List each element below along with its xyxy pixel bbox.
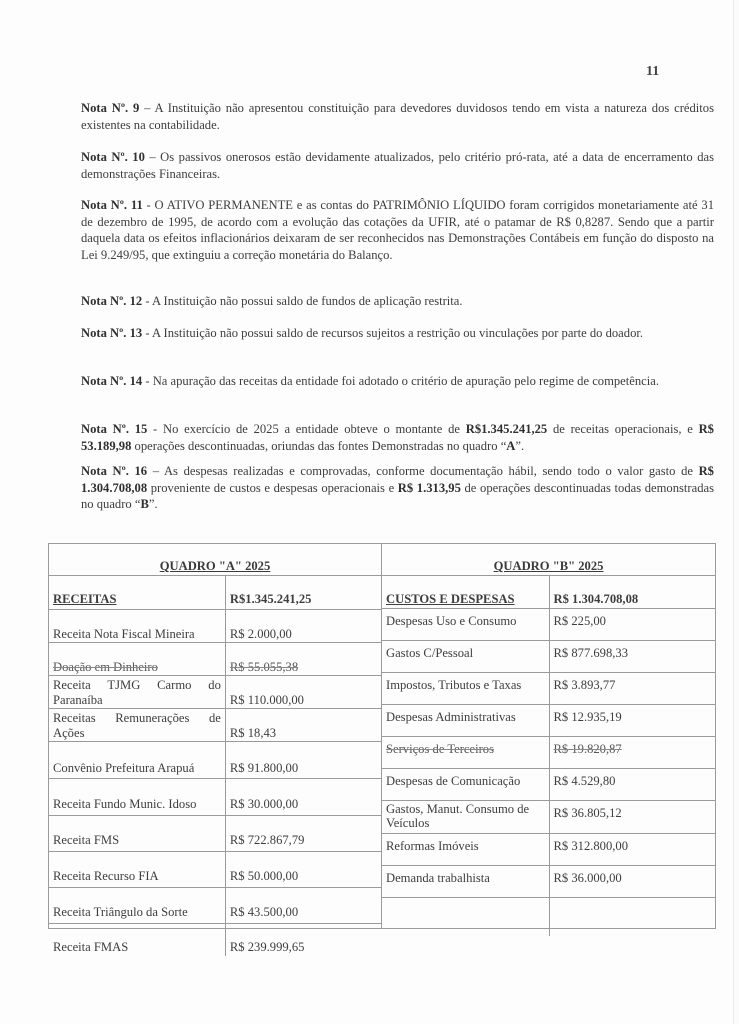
quadro-b-table: [382, 544, 715, 936]
table-row: [382, 609, 715, 641]
table-row: [382, 866, 715, 898]
receitas-total: R$1.345.241,25: [225, 576, 381, 610]
table-row: [49, 779, 381, 816]
note-10: Nota Nº. 10 – Os passivos onerosos estão devidamente atualizados, pelo critério pró-rata, até a data de encerramento das demonstrações Financeiras.: [81, 150, 714, 181]
row-value: R$ 18,43: [225, 709, 381, 742]
row-value: R$ 36.000,00: [549, 866, 715, 898]
note-label: Nota Nº. 16: [81, 464, 148, 478]
row-label: Convênio Prefeitura Arapuá: [49, 742, 225, 779]
row-label: Serviços de Terceiros: [382, 737, 549, 769]
table-row: [49, 924, 381, 957]
row-label: Receita Fundo Munic. Idoso: [49, 779, 225, 816]
note-label: Nota Nº. 13: [81, 326, 143, 340]
table-row-empty: [382, 898, 715, 937]
note-14: Nota Nº. 14 - Na apuração das receitas da entidade foi adotado o critério de apuração pelo regime de competência.: [81, 374, 659, 388]
table-header-row: [49, 576, 381, 610]
receitas-header: RECEITAS: [49, 576, 225, 610]
row-value: R$ 19.820,87: [549, 737, 715, 769]
note-16: Nota Nº. 16 – As despesas realizadas e comprovadas, conforme documentação hábil, sendo todo o valor gasto de R$ 1.304.708,08 proveniente de custos e despesas operacionais e R$ 1.313,95 de operações descontinuadas todas demonstradas no quadro “B”.: [81, 464, 714, 511]
row-label: Despesas Uso e Consumo: [382, 609, 549, 641]
row-label: Reformas Imóveis: [382, 834, 549, 866]
quadro-a-table: [49, 544, 381, 956]
note-9: Nota Nº. 9 – A Instituição não apresentou constituição para devedores duvidosos tendo em vista a natureza dos créditos existentes na contabilidade.: [81, 101, 714, 132]
row-label: Despesas de Comunicação: [382, 769, 549, 801]
quadro-b-title: QUADRO "B" 2025: [382, 544, 715, 576]
note-text: A Instituição não possui saldo de recursos sujeitos a restrição ou vinculações por parte do doador.: [151, 326, 644, 340]
row-label: Receita Triângulo da Sorte: [49, 888, 225, 924]
row-label: Doação em Dinheiro: [49, 643, 225, 676]
row-label: Demanda trabalhista: [382, 866, 549, 898]
row-label: Gastos C/Pessoal: [382, 641, 549, 673]
row-value: R$ 877.698,33: [549, 641, 715, 673]
note-12: Nota Nº. 12 - A Instituição não possui saldo de fundos de aplicação restrita.: [81, 294, 463, 308]
note-11: Nota Nº. 11 - O ATIVO PERMANENTE e as contas do PATRIMÔNIO LÍQUIDO foram corrigidos monetariamente até 31 de dezembro de 1995, de acordo com a evolução das cotações da UFIR, até o patamar de R$ 0,8287. Sendo que a partir daquela data os efeitos inflacionários deixaram de ser reconhecidos nas Demonstrações Contábeis em função do disposto na Lei 9.249/95, que extinguiu a correção monetária do Balanço.: [81, 198, 714, 262]
table-header-row: [382, 576, 715, 609]
table-row: [49, 888, 381, 924]
row-label: [382, 898, 549, 937]
table-row: [49, 709, 381, 742]
quadro-b: [382, 544, 715, 928]
row-value: R$ 30.000,00: [225, 779, 381, 816]
table-row: [382, 801, 715, 834]
despesas-total-amount: R$ 1.304.708,08: [81, 464, 714, 495]
table-row: [49, 643, 381, 676]
note-label: Nota Nº. 11: [81, 198, 143, 212]
receitas-total-amount: R$1.345.241,25: [465, 422, 548, 436]
note-label: Nota Nº. 15: [81, 422, 148, 436]
row-value: R$ 225,00: [549, 609, 715, 641]
table-row: [382, 673, 715, 705]
row-value: R$ 2.000,00: [225, 610, 381, 643]
row-value: R$ 312.800,00: [549, 834, 715, 866]
despesas-total: R$ 1.304.708,08: [549, 576, 715, 609]
row-label: Receitas Remunerações de Ações: [49, 709, 225, 742]
row-label: Impostos, Tributos e Taxas: [382, 673, 549, 705]
table-row: [382, 705, 715, 737]
note-label: Nota Nº. 14: [81, 374, 143, 388]
row-value: R$ 55.055,38: [225, 643, 381, 676]
table-row: [49, 852, 381, 888]
row-label: Receita TJMG Carmo do Paranaíba: [49, 676, 225, 709]
table-row: [49, 816, 381, 852]
note-text: A Instituição não apresentou constituição para devedores duvidosos tendo em vista a natureza dos créditos existentes na contabilidade.: [81, 101, 714, 132]
row-value: R$ 110.000,00: [225, 676, 381, 709]
table-row: [382, 834, 715, 866]
quadro-a: [49, 544, 382, 954]
descontinuadas-amount: R$ 1.313,95: [397, 480, 461, 495]
table-row: [49, 676, 381, 709]
row-value: R$ 722.867,79: [225, 816, 381, 852]
note-text: O ATIVO PERMANENTE e as contas do PATRIMÔNIO LÍQUIDO foram corrigidos monetariamente até 31 de dezembro de 1995, de acordo com a evolução das cotações da UFIR, até o patamar de R$ 0,8287. Sendo que a partir daquela data os efeitos inflacionários deixaram de ser reconhecidos nas Demonstrações Contábeis em função do disposto na Lei 9.249/95, que extinguiu a correção monetária do Balanço.: [81, 198, 714, 262]
row-value: R$ 239.999,65: [225, 924, 381, 957]
table-row: [49, 610, 381, 643]
note-label: Nota Nº. 9: [81, 101, 140, 115]
row-label: Receita Nota Fiscal Mineira: [49, 610, 225, 643]
table-title-row: [382, 544, 715, 576]
row-value: R$ 4.529,80: [549, 769, 715, 801]
row-label: Despesas Administrativas: [382, 705, 549, 737]
row-value: [549, 898, 715, 937]
row-value: R$ 36.805,12: [549, 801, 715, 834]
row-value: R$ 3.893,77: [549, 673, 715, 705]
row-label: Receita FMS: [49, 816, 225, 852]
quadros-table: [48, 543, 716, 954]
table-row: [382, 641, 715, 673]
custos-despesas-header: CUSTOS E DESPESAS: [382, 576, 549, 609]
row-value: R$ 12.935,19: [549, 705, 715, 737]
note-text: Os passivos onerosos estão devidamente atualizados, pelo critério pró-rata, até a data de encerramento das demonstrações Financeiras.: [81, 150, 714, 181]
note-13: Nota Nº. 13 - A Instituição não possui saldo de recursos sujeitos a restrição ou vinculações por parte do doador.: [81, 326, 644, 340]
note-text: Na apuração das receitas da entidade foi adotado o critério de apuração pelo regime de competência.: [152, 374, 659, 388]
note-text: A Instituição não possui saldo de fundos de aplicação restrita.: [151, 294, 463, 308]
row-label: Receita Recurso FIA: [49, 852, 225, 888]
row-label: Receita FMAS: [53, 940, 129, 954]
table-row: [49, 742, 381, 779]
table-row: [382, 737, 715, 769]
row-value: R$ 91.800,00: [225, 742, 381, 779]
row-label: Gastos, Manut. Consumo de Veículos: [382, 801, 549, 834]
note-label: Nota Nº. 12: [81, 294, 143, 308]
page-number: 11: [646, 64, 660, 79]
quadro-a-title: QUADRO "A" 2025: [49, 544, 381, 576]
row-value: R$ 43.500,00: [225, 888, 381, 924]
row-value: R$ 50.000,00: [225, 852, 381, 888]
descontinuadas-amount: R$ 53.189,98: [81, 422, 714, 453]
table-row: [382, 769, 715, 801]
note-label: Nota Nº. 10: [81, 150, 145, 164]
table-title-row: [49, 544, 381, 576]
note-15: Nota Nº. 15 - No exercício de 2025 a entidade obteve o montante de R$1.345.241,25 de receitas operacionais, e R$ 53.189,98 operações descontinuadas, oriundas das fontes Demonstradas no quadro “A”.: [81, 422, 714, 453]
